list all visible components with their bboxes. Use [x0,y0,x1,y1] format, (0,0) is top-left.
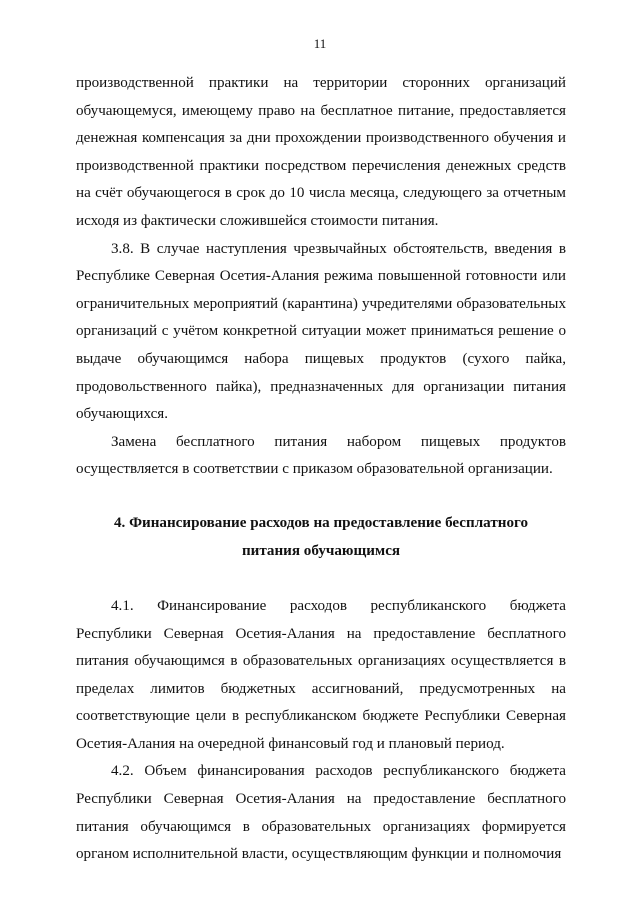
document-body [76,70,566,869]
paragraph-3-8: 3.8. В случае наступления чрезвычайных обстоятельств, введения в Республике Северная Осетия-Алания режима повышенной готовности или ограничительных мероприятий (карантина) учредителями образовательных организаций с учётом конкретной ситуации может приниматься решение о выдаче обучающимся набора пищевых продуктов (сухого пайка, продовольственного пайка), предназначенных для организации питания обучающихся. [76,240,566,423]
page-number: 11 [313,36,327,51]
spacer [76,484,566,509]
section-heading [76,509,566,565]
paragraph-continuation: производственной практики на территории сторонних организаций обучающемуся, имеющему право на бесплатное питание, предоставляется денежная компенсация за дни прохождении производственного обучения и производственной практики посредством перечисления денежных средств на счёт обучающегося в срок до 10 числа месяца, следующего за отчетным исходя из фактически сложившейся стоимости питания. [76,75,566,229]
spacer [76,565,566,593]
paragraph-4-2: 4.2. Объем финансирования расходов республиканского бюджета Республики Северная Осетия-Алания на предоставление бесплатного питания обучающимся в образовательных организациях формируется органом исполнительной власти, осуществляющим функции и полномочия [76,763,566,863]
section-heading-line-2: питания обучающимся [241,542,401,559]
paragraph-4-1: 4.1. Финансирование расходов республиканского бюджета Республики Северная Осетия-Алания на предоставление бесплатного питания обучающимся в образовательных организациях осуществляется в пределах лимитов бюджетных ассигнований, предусмотренных на соответствующие цели в республиканском бюджете Республики Северная Осетия-Алания на очередной финансовый год и плановый период. [76,597,566,752]
section-heading-line-1: 4. Финансирование расходов на предоставление бесплатного [113,514,529,531]
paragraph-replacement: Замена бесплатного питания набором пищевых продуктов осуществляется в соответствии с приказом образовательной организации. [76,433,566,478]
